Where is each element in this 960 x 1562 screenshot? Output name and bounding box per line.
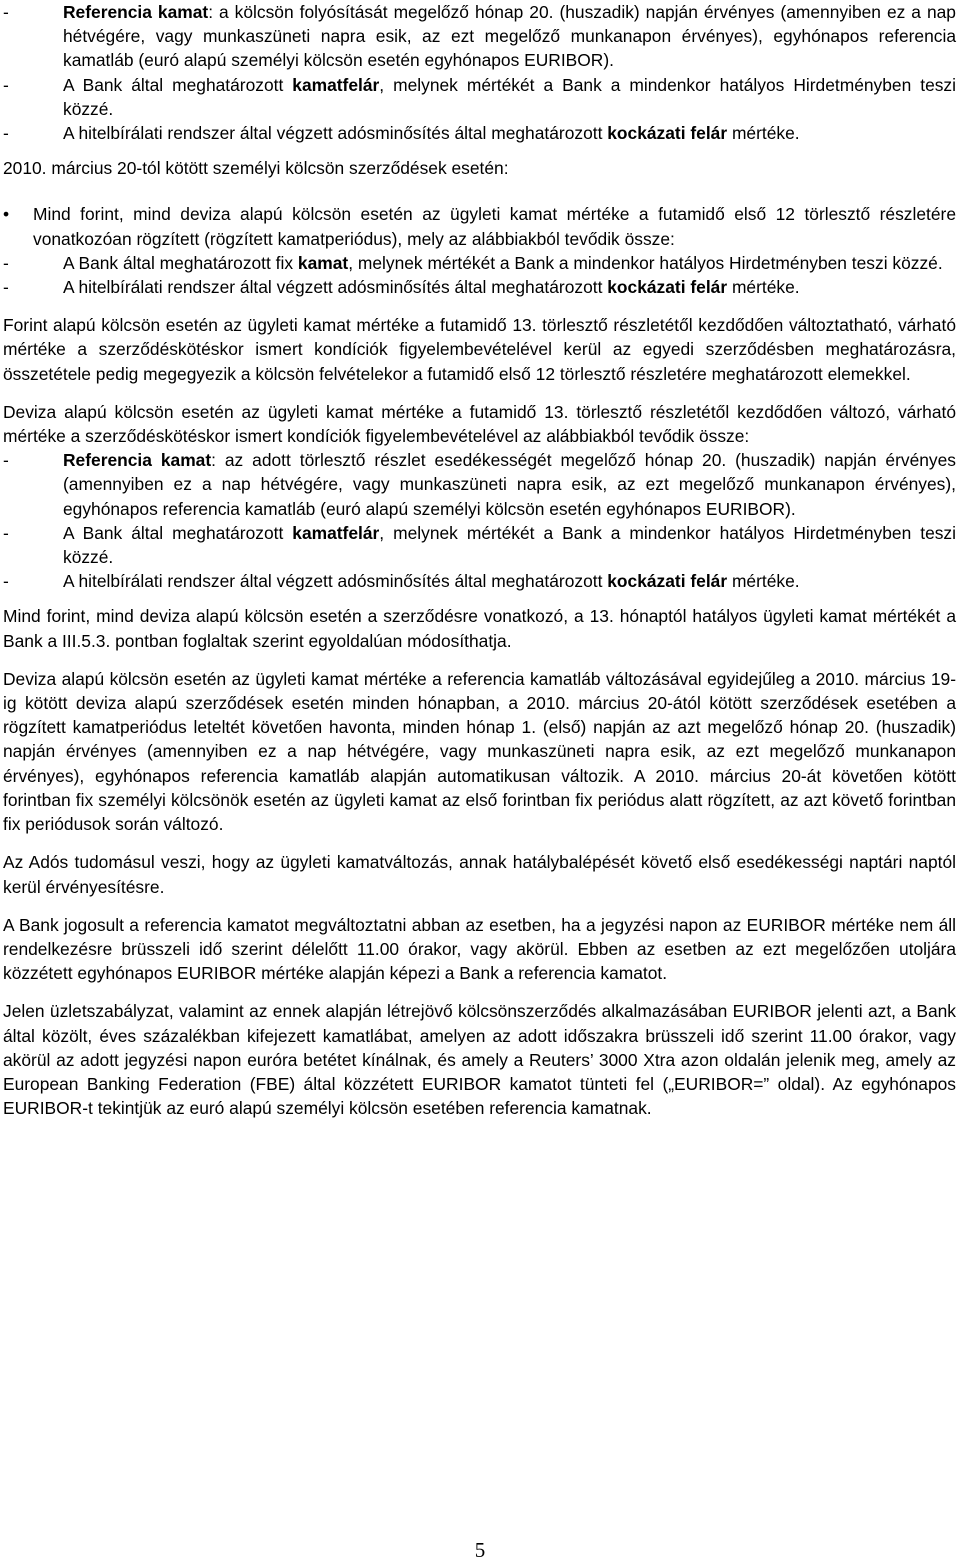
dash-marker: - [3,277,9,298]
list-item: - A Bank által meghatározott kamatfelár, melynek mértékét a Bank a mindenkor hatályos Hirdetményben teszi közzé. [3,521,956,569]
dash-marker: - [3,2,9,22]
document-page [3,0,956,1120]
paragraph-deviza: Deviza alapú kölcsön esetén az ügyleti kamat mértéke a futamidő 13. törlesztő részletétől kezdődően változó, várható mértéke a szerződéskötéskor ismert kondíciók figyelembevételével az alábbiakból tevődik össze: [3,401,956,447]
bullet-marker: • [3,204,10,225]
dash-marker: - [3,522,9,543]
list-item: - A hitelbírálati rendszer által végzett adósminősítés által meghatározott kockázati felár mértéke. [3,121,956,145]
paragraph-bank: A Bank jogosult a referencia kamatot megváltoztatni abban az esetben, ha a jegyzési napon az EURIBOR mértéke nem áll rendelkezésre brüsszeli idő szerint délelőtt 11.00 órakor, vagy akörül. Ebben az esetben az ezt megelőzően utoljára közzétett egyhónapos EURIBOR mértéke alapján képezi a Bank a referencia kamatot. [3,914,956,984]
page-number: 5 [474,1538,486,1562]
paragraph-ados: Az Adós tudomásul veszi, hogy az ügyleti kamatváltozás, annak hatálybalépését követő első esedékességi naptári naptól kerül érvényesítésre. [3,852,956,897]
paragraph-deviza-change: Deviza alapú kölcsön esetén az ügyleti kamat mértéke a referencia kamatláb változásával egyidejűleg a 2010. március 19-ig kötött deviza alapú szerződések esetén minden hónapban, a 2010. március 20-ától kötött szerződések esetében a rögzített kamatperiódus leteltét követően havonta, minden hónap 1. (első) napján az azt megelőző hónap 20. (huszadik) napján érvényes (amennyiben ez a nap hétvégére, vagy munkaszüneti napra esik, az ezt megelőző munkanapon érvényes), egyhónapos referencia kamatláb alapján automatikusan változik. A 2010. március 20-át követően kötött forintban fix személyi kölcsönök esetén az ügyleti kamat az első forintban fix periódus alatt rögzített, az azt követő forintban fix periódusok során változó. [3,668,956,835]
list-item: - Referencia kamat: a kölcsön folyósítását megelőző hónap 20. (huszadik) napján érvényes (amennyiben ez a nap hétvégére, vagy munkaszüneti napra esik, az ezt megelőző munkanapon érvényes), egyhónapos referencia kamatláb (euró alapú személyi kölcsön esetén egyhónapos EURIBOR). [3,0,956,73]
paragraph-13th-month: Mind forint, mind deviza alapú kölcsön esetén a szerződésre vonatkozó, a 13. hónaptól hatályos ügyleti kamat mértékét a Bank a III.5.3. pontban foglaltak szerint egyoldalúan módosíthatja. [3,606,956,651]
dash-marker: - [3,571,9,592]
term-kamatfelar: kamatfelár [292,74,380,95]
list-item: - Referencia kamat: az adott törlesztő részlet esedékességét megelőző hónap 20. (huszadik) napján érvényes (amennyiben ez a nap hétvégére, vagy munkaszüneti napra esik, az ezt megelőző munkanapon érvényes), egyhónapos referencia kamatláb (euró alapú személyi kölcsön esetén egyhónapos EURIBOR). [3,448,956,521]
term-kockazati-felar: kockázati felár [607,123,728,144]
term-kockazati-felar: kockázati felár [607,277,728,298]
section-heading-2010: 2010. március 20-tól kötött személyi kölcsön szerződések esetén: [3,158,509,179]
term-referencia-kamat: Referencia kamat [63,2,209,22]
term-kamat: kamat [297,252,349,273]
dash-marker: - [3,74,9,95]
term-referencia-kamat: Referencia kamat [63,450,212,471]
paragraph-euribor-definition: Jelen üzletszabályzat, valamint az ennek alapján létrejövő kölcsönszerződés alkalmazásában EURIBOR jelenti azt, a Bank által közölt, éves százalékban kifejezett kamatlábat, amelyen az adott időszakra brüsszeli idő szerint 11.00 órakor, vagy akörül az adott jegyzési napon euróra betétet kínálnak, és amely a Reuters’ 3000 Xtra azon oldalán jelenik meg, amely az European Banking Federation (FBE) által közzétett EURIBOR kamatot tünteti fel („EURIBOR=” oldal). Az egyhónapos EURIBOR-t tekintjük az euró alapú személyi kölcsön esetében referencia kamatnak. [3,1001,956,1119]
dash-marker: - [3,450,9,471]
bullet-item: • Mind forint, mind deviza alapú kölcsön esetén az ügyleti kamat mértéke a futamidő első 12 törlesztő részletére vonatkozóan rögzített (rögzített kamatperiódus), mely az alábbiakból tevődik össze: [3,202,956,250]
term-kockazati-felar: kockázati felár [607,571,728,592]
list-item: - A hitelbírálati rendszer által végzett adósminősítés által meghatározott kockázati felár mértéke. [3,569,956,593]
list-item: - A Bank által meghatározott fix kamat, melynek mértékét a Bank a mindenkor hatályos Hirdetményben teszi közzé. [3,251,956,275]
list-item: - A Bank által meghatározott kamatfelár, melynek mértékét a Bank a mindenkor hatályos Hirdetményben teszi közzé. [3,73,956,121]
dash-marker: - [3,123,9,144]
paragraph-forint: Forint alapú kölcsön esetén az ügyleti kamat mértéke a futamidő 13. törlesztő részletétől kezdődően változtatható, várható mértéke a szerződéskötéskor ismert kondíciók figyelembevételével kerül az egyedi szerződésben meghatározásra, összetétele pedig megegyezik a kölcsön felvételekor a futamidő első 12 törlesztő részletére meghatározott elemekkel. [3,315,956,384]
list-item: - A hitelbírálati rendszer által végzett adósminősítés által meghatározott kockázati felár mértéke. [3,275,956,299]
term-kamatfelar: kamatfelár [292,522,380,543]
dash-marker: - [3,252,9,273]
